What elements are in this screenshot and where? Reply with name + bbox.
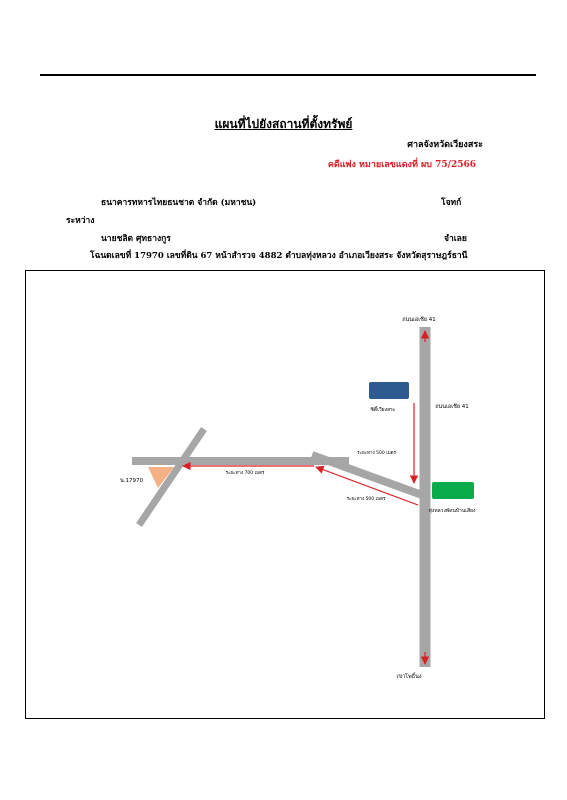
- road-side-label: ถนนเอเชีย 41: [435, 404, 469, 410]
- green-place-marker: [432, 482, 474, 499]
- connector-road: [312, 455, 422, 495]
- plot-label: น.17970: [119, 478, 143, 484]
- road-bottom-label: เขาโพธิ์นง: [396, 674, 422, 680]
- defendant-name: นายชลิต ศุทธางกูร: [101, 234, 171, 244]
- between-label: ระหว่าง: [66, 216, 95, 226]
- header-rule: [40, 74, 536, 76]
- page-title: แผนที่ไปยังสถานที่ตั้งทรัพย์: [214, 117, 353, 131]
- blue-place-label: ซิตี้เวียงสระ: [370, 407, 396, 413]
- green-place-label: ทุ่งหลวงพัดนบ้านเสียง: [428, 508, 476, 514]
- plaintiff-role: โจทก์: [441, 198, 462, 208]
- court-name: ศาลจังหวัดเวียงสระ: [407, 140, 483, 150]
- location-map: [25, 270, 545, 719]
- distance-horizontal-label: ระยะทาง 700 เมตร: [225, 471, 265, 476]
- cross-road: [139, 429, 204, 525]
- deed-info: โฉนดเลขที่ 17970 เลขที่ดิน 67 หน้าสำรวจ 4882 ตำบลทุ่งหลวง อำเภอเวียงสระ จังหวัดสุราษฎร์ธานี: [90, 251, 468, 261]
- road-top-label: ถนนเอเชีย 41: [402, 317, 436, 323]
- plaintiff-name: ธนาคารทหารไทยธนชาต จำกัด (มหาชน): [101, 198, 257, 208]
- case-number: คดีแพ่ง หมายเลขแดงที่ ผบ 75/2566: [327, 160, 476, 170]
- distance-diagonal-label: ระยะทาง 500 เมตร: [346, 497, 386, 502]
- distance-vertical-label: ระยะทาง 500 เมตร: [357, 451, 396, 456]
- defendant-role: จำเลย: [444, 234, 467, 244]
- map-canvas: [26, 271, 546, 720]
- blue-place-marker: [369, 382, 409, 399]
